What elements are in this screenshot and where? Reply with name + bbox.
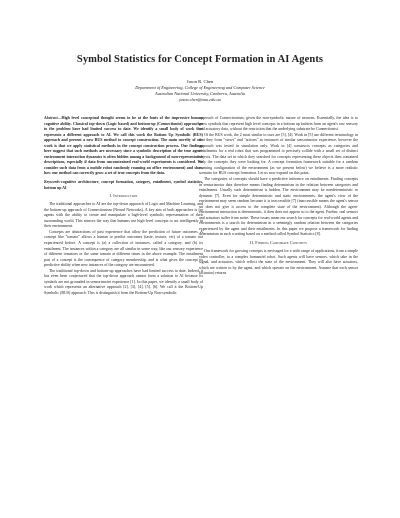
keywords (44, 179, 203, 190)
paragraph: The traditional approaches to AI are the top-down approach of Logic and Machine Learning, and the bottom-up approach of Connectionism (Neural Networks). A key aim of both approaches is for agents with the ability to create and manipulate a high-level symbolic representation of their surrounding world. This mirrors the way that humans use high-level concepts to act intelligently in their environment. (44, 201, 203, 229)
paragraph: The categories of concepts should have a predictive inference on entailments. Finding concepts in sensorimotor data therefore means finding determinism in the relation between categories and entailments. Usually such determinism is hidden. The environment may be nondeterministic or dynamic [7]. Even for simple deterministic and static environments, the agent's view of the environment may seem random because it is inaccessible [7] (inaccessible means the agent's sensor set does not give it access to the complete state of the environment). Although the agent-environment interaction is deterministic, it then does not appear so to the agent. Further, real sensors and actuators suffer from noise. These issues mean our search for concepts for real-world agents and environments is a search for determinism in a seemingly random relation between the categories experienced by the agent and their entailments. In this paper we propose a framework for finding determinism in such a setting based on a method called Symbol Statistics [8]. (199, 176, 358, 237)
keywords-text: -cognitive architecture, concept formation, category, entailment, symbol statistics, bottom up AI (44, 179, 203, 190)
section-heading-finding-candidate-concepts: II. Finding Candidate Concepts (250, 240, 307, 246)
author-name: Jason R. Chen (186, 79, 214, 84)
paragraph: Concepts are abstractions of past experience that allow the prediction of future outcomes. A concept like "tomato" allows a human to predict outcomes (taste, texture, etc) of a tomato not experienced before. A concept is (a) a collection of instances, called a category, and (b) its entailment. The instances within a category are all similar in some way, like our sensory experience of different tomatoes or the same tomato at different times in the above example. The entailment part of a concept is the consequence of category membership, and is what gives the concept its predictive ability when new instances of the category are encountered. (44, 228, 203, 268)
abstract-text: —High level conceptual thought seems to be at the fonts of the impressive human cognitive ability. Classical top-down (Logic based) and bottom-up (Connectionist) approaches to the problem have had limited success to date. We identify a small body of work that represents a different approach to AI. We call this work the Bottom Up Symbolic (BUS) approach and present a new BUS method to concept construction. The main novelty of our work is that we apply statistical methods in the concept construction process. Our findings here suggest that such methods are necessary since a symbolic description of the true agent-environment interaction dynamics is often hidden among a background of non-representative descriptions, especially if data from unconstrained real-world experiments is considered. We consider such data from a mobile robot randomly roaming an office environment) and show how our method can correctly grow a set of true concepts from the data. (44, 115, 203, 176)
abstract (44, 115, 203, 176)
paragraph: The traditional top-down and bottom-up approaches have had limited success to date. Indeed, it has even been conjectured that the top-down approach cannot form a solution to AI because its symbols are not grounded in sensorimotor experience [1]. In this paper, we identify a small body of work which represents an alternative approach [2], [3], [4], [5], [6]. We call it the Bottom-Up Symbolic (BUS) approach. This is distinguish it from the Bottom-Up Non-symbolic (44, 267, 203, 295)
paragraph: approach of Connectionism, given the non-symbolic nature of neurons. Essentially, the idea is to grow symbols that represent high level concepts in a bottom up fashion from an agent's raw sensory and actuatory data, without the restriction that the underlying substrate be Connectionist. (199, 115, 358, 132)
right-column (199, 115, 358, 276)
author-department: Department of Engineering, College of Engineering and Computer Science (135, 85, 265, 91)
abstract-lead: Abstract (44, 115, 58, 120)
left-column (44, 115, 203, 295)
section-heading-introduction: I. Introduction (109, 193, 138, 199)
author-university: Australian National University, Canberra, Australia (155, 91, 245, 97)
author-block (0, 79, 400, 103)
paragraph: Our framework for growing concepts is envisaged for a wide range of applications, from a simple video controller, to a complex humanoid robot. Such agents will have sensors, which take in the signal, and actuators, which reflect the state of the environment. They will also have actuators, which are written to by the agent, and which operate on the environment. Assume that each sensor (actuator) returns (199, 248, 358, 276)
paper-title: Symbol Statistics for Concept Formation in AI Agents (76, 54, 324, 65)
paragraph: Of the BUS work, the 2 most similar to ours are [5], [4]. Work in [5] use different terminology in that they form "views" and "actions" as instances of similar sensorimotor experience, however the approach was tested in simulation only. Work in [4] constructs concepts as categories and entailments for a real robot that was programmed to precisely collide with a small set of distinct objects. The data set in which they searched for concepts representing these objects then contained only the concepts they were looking for. A concept formation framework suitable for a random roaming configuration of the environment (as we present below) we believe is a more realistic scenario for BUS concept formation. Let us now expand on this point. (199, 131, 358, 176)
keywords-lead: Keywords (44, 179, 60, 185)
author-email: jason.chen@anu.edu.au (179, 97, 221, 103)
